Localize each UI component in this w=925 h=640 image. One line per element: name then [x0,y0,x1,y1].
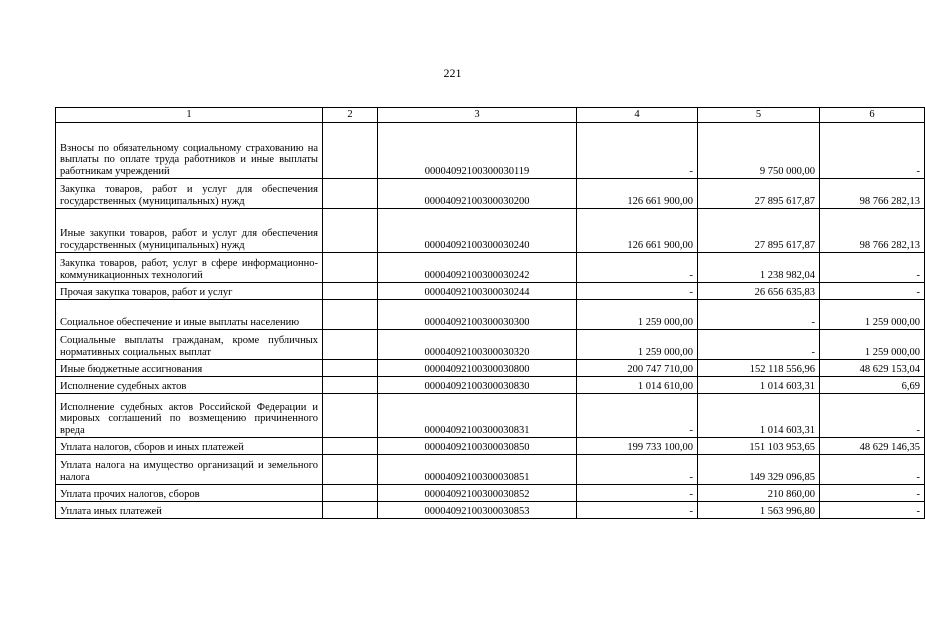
row-value-col5: - [698,330,820,360]
table-row [56,394,925,438]
row-value-col6: 48 629 153,04 [820,360,925,377]
row-col2-cell [323,394,378,438]
header-cell-2: 2 [323,108,378,123]
row-code-cell: 00004092100300030850 [378,438,577,455]
row-name-cell: Иные бюджетные ассигнования [56,360,323,377]
row-value-col5: 1 014 603,31 [698,394,820,438]
row-name-cell: Взносы по обязательному социальному страхованию на выплаты по оплате труда работников и иные выплаты работникам учреждений [56,123,323,179]
table-row [56,330,925,360]
table-body [56,108,925,519]
row-value-col4: 1 259 000,00 [577,300,698,330]
row-value-col4: - [577,394,698,438]
row-col2-cell [323,485,378,502]
table-row [56,123,925,179]
row-value-col6: - [820,283,925,300]
page-number: 221 [443,66,462,80]
header-cell-5: 5 [698,108,820,123]
row-code-cell: 00004092100300030851 [378,455,577,485]
row-value-col4: 126 661 900,00 [577,209,698,253]
row-name-cell: Прочая закупка товаров, работ и услуг [56,283,323,300]
row-col2-cell [323,179,378,209]
row-code-cell: 00004092100300030853 [378,502,577,519]
row-value-col5: 1 563 996,80 [698,502,820,519]
row-code-cell: 00004092100300030200 [378,179,577,209]
row-value-col5: 27 895 617,87 [698,179,820,209]
row-name-cell: Уплата налогов, сборов и иных платежей [56,438,323,455]
row-value-col4: - [577,253,698,283]
row-code-cell: 00004092100300030242 [378,253,577,283]
row-value-col6: - [820,485,925,502]
row-value-col4: - [577,485,698,502]
row-col2-cell [323,300,378,330]
row-value-col6: 48 629 146,35 [820,438,925,455]
row-name-cell: Исполнение судебных актов [56,377,323,394]
row-name-cell: Социальные выплаты гражданам, кроме публичных нормативных социальных выплат [56,330,323,360]
row-code-cell: 00004092100300030831 [378,394,577,438]
row-value-col5: 152 118 556,96 [698,360,820,377]
row-value-col5: - [698,300,820,330]
row-name-cell: Уплата иных платежей [56,502,323,519]
header-row [56,108,925,123]
row-name-cell: Закупка товаров, работ и услуг для обеспечения государственных (муниципальных) нужд [56,179,323,209]
row-value-col6: 98 766 282,13 [820,209,925,253]
table-row [56,209,925,253]
table-row [56,283,925,300]
row-value-col4: 126 661 900,00 [577,179,698,209]
row-col2-cell [323,455,378,485]
header-cell-4: 4 [577,108,698,123]
row-value-col4: - [577,283,698,300]
row-value-col5: 210 860,00 [698,485,820,502]
row-value-col4: - [577,455,698,485]
table-row [56,377,925,394]
table-row [56,502,925,519]
row-code-cell: 00004092100300030240 [378,209,577,253]
budget-table [55,107,925,519]
row-col2-cell [323,360,378,377]
row-value-col6: - [820,455,925,485]
row-code-cell: 00004092100300030320 [378,330,577,360]
row-value-col5: 1 014 603,31 [698,377,820,394]
row-col2-cell [323,253,378,283]
row-code-cell: 00004092100300030830 [378,377,577,394]
row-value-col5: 27 895 617,87 [698,209,820,253]
row-name-cell: Иные закупки товаров, работ и услуг для обеспечения государственных (муниципальных) нужд [56,209,323,253]
table-row [56,253,925,283]
row-value-col6: - [820,123,925,179]
table-row [56,438,925,455]
row-value-col5: 151 103 953,65 [698,438,820,455]
row-value-col6: 6,69 [820,377,925,394]
row-col2-cell [323,377,378,394]
header-cell-6: 6 [820,108,925,123]
row-name-cell: Исполнение судебных актов Российской Федерации и мировых соглашений по возмещению причиненного вреда [56,394,323,438]
row-col2-cell [323,438,378,455]
row-value-col6: - [820,253,925,283]
row-value-col4: 200 747 710,00 [577,360,698,377]
row-code-cell: 00004092100300030852 [378,485,577,502]
row-col2-cell [323,502,378,519]
table-row [56,179,925,209]
row-value-col6: - [820,394,925,438]
header-cell-3: 3 [378,108,577,123]
row-name-cell: Закупка товаров, работ, услуг в сфере информационно-коммуникационных технологий [56,253,323,283]
row-name-cell: Уплата прочих налогов, сборов [56,485,323,502]
row-value-col6: 1 259 000,00 [820,300,925,330]
table-row [56,300,925,330]
row-value-col4: - [577,123,698,179]
row-value-col4: 1 014 610,00 [577,377,698,394]
row-value-col6: - [820,502,925,519]
row-code-cell: 00004092100300030800 [378,360,577,377]
row-value-col5: 26 656 635,83 [698,283,820,300]
row-col2-cell [323,330,378,360]
table-row [56,485,925,502]
row-value-col5: 9 750 000,00 [698,123,820,179]
row-code-cell: 00004092100300030119 [378,123,577,179]
row-code-cell: 00004092100300030300 [378,300,577,330]
row-col2-cell [323,283,378,300]
header-cell-1: 1 [56,108,323,123]
row-value-col4: - [577,502,698,519]
row-name-cell: Уплата налога на имущество организаций и земельного налога [56,455,323,485]
row-value-col4: 199 733 100,00 [577,438,698,455]
row-value-col5: 1 238 982,04 [698,253,820,283]
row-value-col6: 98 766 282,13 [820,179,925,209]
row-col2-cell [323,123,378,179]
row-value-col5: 149 329 096,85 [698,455,820,485]
row-code-cell: 00004092100300030244 [378,283,577,300]
row-name-cell: Социальное обеспечение и иные выплаты населению [56,300,323,330]
table-row [56,360,925,377]
row-value-col6: 1 259 000,00 [820,330,925,360]
row-value-col4: 1 259 000,00 [577,330,698,360]
table-row [56,455,925,485]
row-col2-cell [323,209,378,253]
